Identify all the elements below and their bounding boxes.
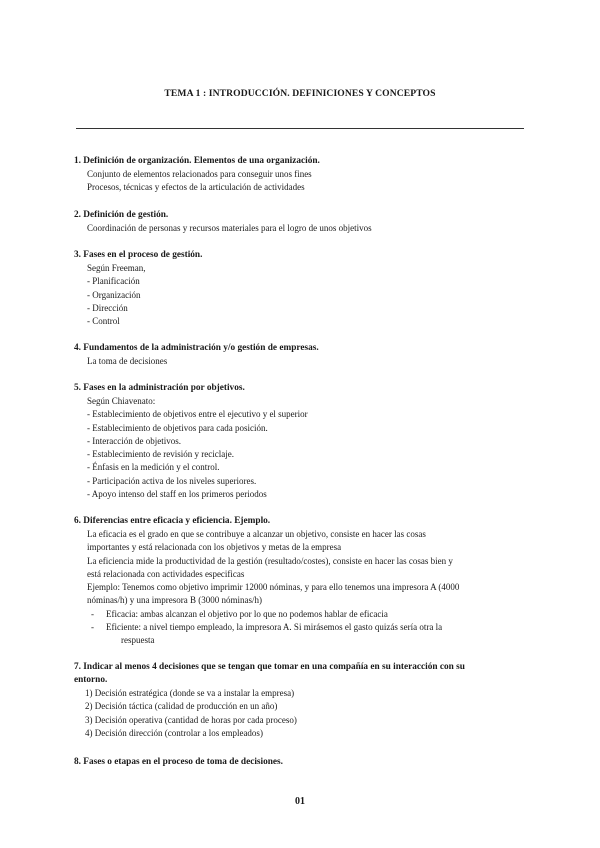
page-number: 01	[295, 796, 305, 807]
section-2	[74, 209, 534, 235]
section-4	[74, 342, 534, 368]
section-7-heading-continuation: entorno.	[74, 675, 108, 685]
section-3-line: - Dirección	[87, 302, 128, 313]
section-5-line: - Establecimiento de revisión y reciclaje.	[87, 449, 234, 460]
section-5-line: - Apoyo intenso del staff en los primeros periodos	[87, 489, 267, 500]
section-6-bullet-continuation: respuesta	[121, 635, 155, 646]
section-2-line: Coordinación de personas y recursos materiales para el logro de unos objetivos	[87, 223, 372, 233]
section-6-bullet	[74, 621, 534, 634]
section-1-heading: 1. Definición de organización. Elementos de una organización.	[74, 156, 320, 166]
section-3-heading: 3. Fases en el proceso de gestión.	[74, 250, 203, 260]
section-6-line: Ejemplo: Tenemos como objetivo imprimir 12000 nóminas, y para ello tenemos una impresora A (4000	[87, 582, 460, 593]
bullet-dash: -	[91, 622, 94, 633]
section-5-line: - Establecimiento de objetivos entre el ejecutivo y el superior	[87, 409, 308, 420]
section-4-heading: 4. Fundamentos de la administración y/o gestión de empresas.	[74, 343, 319, 353]
section-8	[74, 756, 534, 769]
section-3-line: Según Freeman,	[87, 263, 146, 273]
section-1	[74, 155, 534, 195]
section-7-line: 2) Decisión táctica (calidad de producción en un año)	[85, 701, 278, 712]
section-7-line: 1) Decisión estratégica (donde se va a instalar la empresa)	[85, 688, 295, 698]
section-7-heading: 7. Indicar al menos 4 decisiones que se tengan que tomar en una compañía en su interacción con su	[74, 662, 465, 672]
section-4-line: La toma de decisiones	[87, 356, 168, 366]
section-1-line: Conjunto de elementos relacionados para conseguir unos fines	[87, 169, 312, 179]
section-3-line: - Planificación	[87, 276, 140, 287]
section-5-line: - Establecimiento de objetivos para cada posición.	[87, 422, 268, 433]
section-8-heading: 8. Fases o etapas en el proceso de toma de decisiones.	[74, 757, 283, 767]
section-3-line: - Organización	[87, 289, 141, 300]
section-5	[74, 382, 534, 501]
section-6-bullet-text: Eficiente: a nivel tiempo empleado, la impresora A. Si mirásemos el gasto quizás sería otra la	[106, 622, 443, 633]
section-6-bullet-text: Eficacia: ambas alcanzan el objetivo por lo que no podemos hablar de eficacia	[106, 608, 388, 619]
section-6-bullet	[74, 608, 534, 621]
section-7	[74, 661, 534, 740]
section-3	[74, 249, 534, 328]
section-6-line: importantes y está relacionada con los objetivos y metas de la empresa	[87, 542, 342, 553]
section-6-line: La eficiencia mide la productividad de la gestión (resultado/costes), consiste en hacer las cosas bien y	[87, 555, 453, 566]
section-5-heading: 5. Fases en la administración por objetivos.	[74, 383, 245, 393]
section-6-line: está relacionada con actividades especificas	[87, 568, 245, 579]
title-divider	[76, 128, 524, 129]
section-5-line: - Énfasis en la medición y el control.	[87, 462, 220, 473]
bullet-dash: -	[91, 608, 94, 619]
section-5-line: - Interacción de objetivos.	[87, 435, 181, 446]
section-7-line: 3) Decisión operativa (cantidad de horas por cada proceso)	[85, 714, 297, 725]
section-7-line: 4) Decisión dirección (controlar a los empleados)	[85, 727, 263, 738]
section-3-line: - Control	[87, 316, 120, 327]
document-title: TEMA 1 : INTRODUCCIÓN. DEFINICIONES Y CONCEPTOS	[164, 88, 436, 99]
section-6-heading: 6. Diferencias entre eficacia y eficiencia. Ejemplo.	[74, 516, 271, 526]
section-5-line: - Participación activa de los niveles superiores.	[87, 475, 257, 486]
section-6-line: nóminas/h) y una impresora B (3000 nóminas/h)	[87, 595, 262, 606]
section-2-heading: 2. Definición de gestión.	[74, 210, 169, 220]
section-6-line: La eficacia es el grado en que se contribuye a alcanzar un objetivo, consiste en hacer las cosas	[87, 529, 426, 539]
section-6	[74, 515, 534, 648]
section-5-line: Según Chiavenato:	[87, 396, 156, 406]
section-1-line: Procesos, técnicas y efectos de la articulación de actividades	[87, 182, 305, 193]
